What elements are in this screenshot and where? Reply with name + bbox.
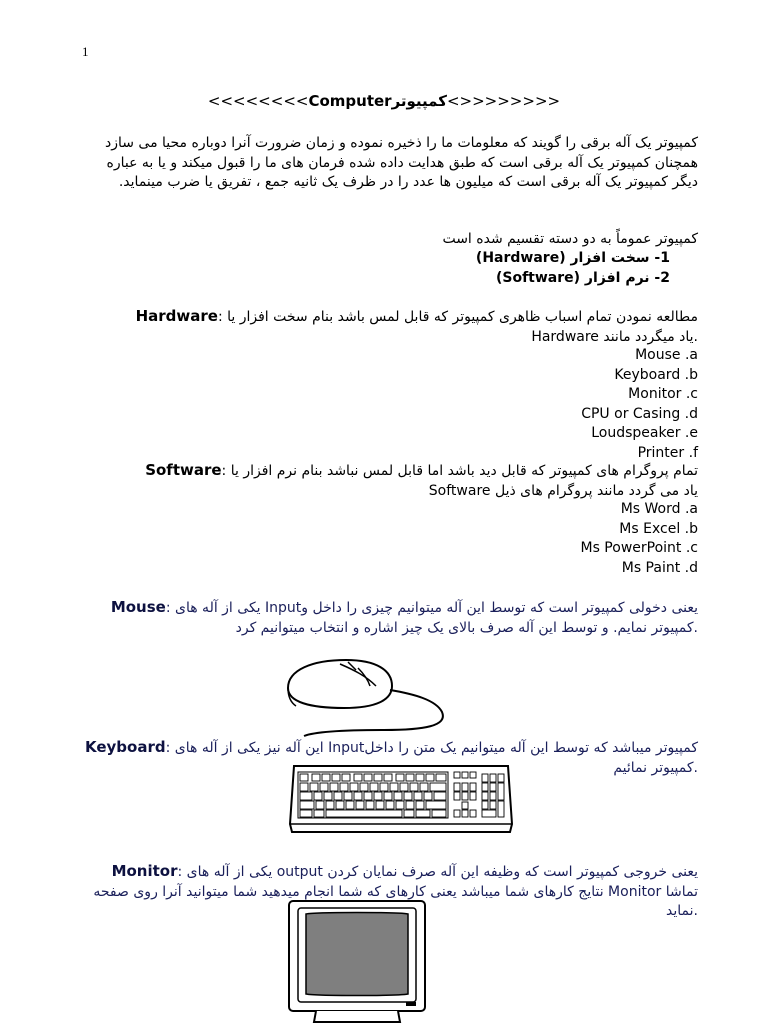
keyboard-text: : این آله نیز یکی از آله های Inputکمپیوتر میباشد که توسط این آله میتوانیم یک متن را داخل کمپیوتر نمائیم.	[165, 740, 698, 776]
mouse-illustration	[284, 656, 454, 740]
division-sentence: کمپیوتر عموماً به دو دسته تقسیم شده است	[442, 231, 698, 247]
software-list	[580, 500, 698, 578]
monitor-text: : یکی از آله های output یعنی خروجی کمپیوتر است که وظیفه این آله صرف نمایان کردن نتایج کارهای شما میباشد یعنی کارهای که شما انجام میدهید شما میتوانید آنرا روی صفحه Monitor تماشا نماید.	[93, 864, 698, 919]
list-item: Printer .f	[637, 444, 698, 461]
hardware-paragraph	[84, 307, 698, 347]
list-item: Ms PowerPoint .c	[580, 540, 698, 556]
intro-paragraph: کمپیوتر یک آله برقی را گویند که معلومات ما را ذخیره نموده و زمان ضرورت آنرا دوباره محیا می سازد همچنان کمپیوتر یک آله برقی است که طبق هدایت داده شده فرمان های ما را قبول میکند و یا به عباره دیگر کمپیوتر یک آله برقی است که میلیون ها عدد را در ظرف یک ثانیه جمع ، تفریق یا ضرب مینماید.	[104, 135, 698, 190]
software-text: : تمام پروگرام های کمپیوتر که قابل دید باشد اما قابل لمس نباشد بنام نرم افزار یا Software یاد می گردد مانند پروگرام های ذیل	[221, 463, 698, 499]
list-item: CPU or Casing .d	[581, 405, 698, 422]
title-right-arrows: <>>>>>>>>	[446, 92, 561, 110]
list-item: Monitor .c	[628, 386, 698, 402]
list-item: Keyboard .b	[614, 366, 698, 383]
hardware-text: : مطالعه نمودن تمام اسباب ظاهری کمپیوتر که قابل لمس باشد بنام سخت افزار یا Hardware یاد میگردد مانند.	[217, 309, 698, 345]
software-paragraph	[84, 461, 698, 501]
mouse-term: Mouse	[110, 598, 166, 616]
list-item: Ms Paint .d	[621, 559, 698, 576]
page-title	[0, 92, 768, 110]
list-item: Loudspeaker .e	[591, 425, 698, 441]
software-term: Software	[145, 461, 222, 479]
keyboard-illustration	[288, 764, 514, 836]
list-item: Mouse .a	[635, 347, 698, 363]
division-list	[476, 249, 670, 288]
mouse-text: : یکی از آله های Inputیعنی دخولی کمپیوتر است که توسط این آله میتوانیم چیزی را داخل و کمپیوتر نمایم. و توسط این آله صرف بالای یک چیز اشاره و انتخاب میتوانیم کرد.	[165, 600, 698, 636]
division-item-hardware: 1- سخت افزار (Hardware)	[475, 250, 670, 266]
monitor-term: Monitor	[111, 862, 178, 880]
title-bold-text: Computerکمپیوتر	[308, 92, 447, 110]
title-left-arrows: <<<<<<<<	[207, 92, 309, 110]
hardware-term: Hardware	[135, 307, 218, 325]
keyboard-term: Keyboard	[84, 738, 166, 756]
page-number: 1	[82, 44, 89, 59]
hardware-list	[581, 346, 698, 463]
division-item-software: 2- نرم افزار (Software)	[495, 269, 670, 286]
monitor-illustration	[286, 898, 432, 1024]
list-item: Ms Word .a	[620, 501, 698, 517]
list-item: Ms Excel .b	[619, 520, 698, 537]
mouse-paragraph	[84, 598, 698, 638]
